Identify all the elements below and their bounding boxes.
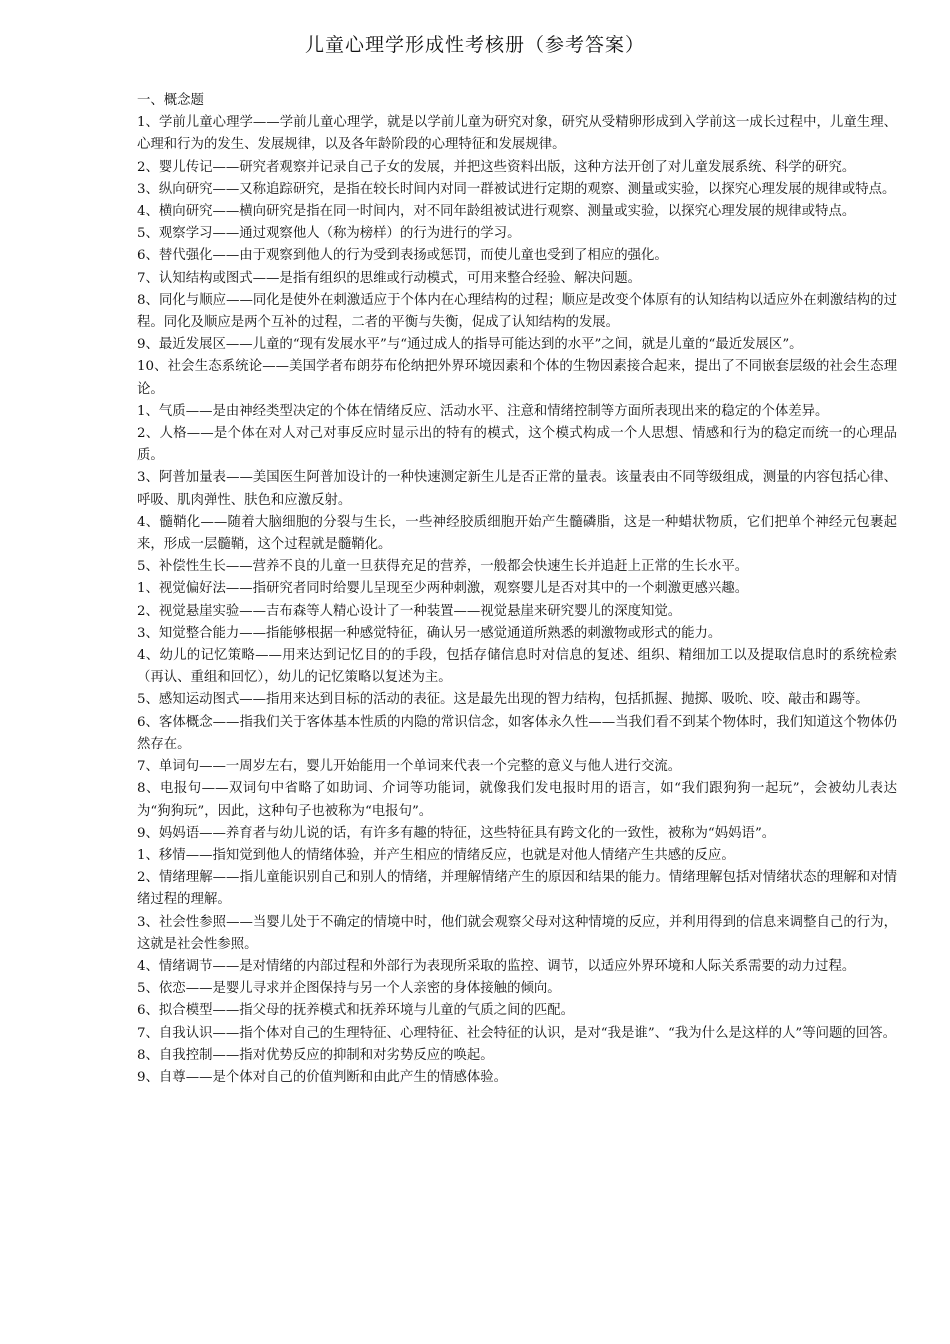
definition-entry: 7、认知结构或图式——是指有组织的思维或行动模式，可用来整合经验、解决问题。 — [137, 270, 641, 286]
definition-entry: 7、单词句——一周岁左右，婴儿开始能用一个单词来代表一个完整的意义与他人进行交流。 — [137, 759, 682, 775]
definition-entry: 6、客体概念——指我们关于客体基本性质的内隐的常识信念，如客体永久性——当我们看不到某个物体时，我们知道这个物体仍然存在。 — [137, 714, 897, 752]
definition-entry: 2、情绪理解——指儿童能识别自己和别人的情绪，并理解情绪产生的原因和结果的能力。情绪理解包括对情绪状态的理解和对情绪过程的理解。 — [137, 870, 897, 908]
definition-entry: 10、社会生态系统论——美国学者布朗芬布伦纳把外界环境因素和个体的生物因素接合起来，提出了不同嵌套层级的社会生态理论。 — [137, 359, 897, 397]
definition-entry: 1、学前儿童心理学——学前儿童心理学，就是以学前儿童为研究对象，研究从受精卵形成到入学前这一成长过程中，儿童生理、心理和行为的发生、发展规律，以及各年龄阶段的心理特征和发展规律。 — [137, 115, 897, 153]
definition-entry: 3、阿普加量表——美国医生阿普加设计的一种快速测定新生儿是否正常的量表。该量表由不同等级组成，测量的内容包括心律、呼吸、肌肉弹性、肤色和应激反射。 — [137, 470, 897, 508]
definition-entry: 6、替代强化——由于观察到他人的行为受到表扬或惩罚，而使儿童也受到了相应的强化。 — [137, 248, 668, 264]
definition-entry: 4、横向研究——横向研究是指在同一时间内，对不同年龄组被试进行观察、测量或实验，以探究心理发展的规律或特点。 — [137, 204, 856, 220]
definition-entry: 5、观察学习——通过观察他人（称为榜样）的行为进行的学习。 — [137, 226, 521, 242]
definition-entry: 8、电报句——双词句中省略了如助词、介词等功能词，就像我们发电报时用的语言，如“我们跟狗狗一起玩”，会被幼儿表达为“狗狗玩”，因此，这种句子也被称为“电报句”。 — [137, 781, 897, 819]
definition-entry: 4、髓鞘化——随着大脑细胞的分裂与生长，一些神经胶质细胞开始产生髓磷脂，这是一种蜡状物质，它们把单个神经元包裹起来，形成一层髓鞘，这个过程就是髓鞘化。 — [137, 514, 897, 553]
definition-entry: 4、幼儿的记忆策略——用来达到记忆目的的手段，包括存储信息时对信息的复述、组织、精细加工以及提取信息时的系统检索（再认、重组和回忆），幼儿的记忆策略以复述为主。 — [137, 648, 897, 686]
definition-entry: 8、自我控制——指对优势反应的抑制和对劣势反应的唤起。 — [137, 1047, 494, 1063]
definition-entry: 2、婴儿传记——研究者观察并记录自己子女的发展，并把这些资料出版，这种方法开创了对儿童发展系统、科学的研究。 — [137, 159, 856, 175]
definition-entry: 9、妈妈语——养育者与幼儿说的话，有许多有趣的特征，这些特征具有跨文化的一致性，被称为“妈妈语”。 — [137, 825, 776, 841]
definition-entry: 5、依恋——是婴儿寻求并企图保持与另一个人亲密的身体接触的倾向。 — [137, 981, 561, 997]
definition-entry: 1、视觉偏好法——指研究者同时给婴儿呈现至少两种刺激，观察婴儿是否对其中的一个刺激更感兴趣。 — [137, 581, 749, 597]
definition-entry: 2、人格——是个体在对人对己对事反应时显示出的特有的模式，这个模式构成一个人思想、情感和行为的稳定而统一的心理品质。 — [137, 426, 897, 464]
definition-entry: 1、移情——指知觉到他人的情绪体验，并产生相应的情绪反应，也就是对他人情绪产生共感的反应。 — [137, 847, 735, 863]
definition-entry: 5、感知运动图式——指用来达到目标的活动的表征。这是最先出现的智力结构，包括抓握、抛掷、吸吮、咬、敲击和踢等。 — [137, 692, 869, 708]
definition-entry: 5、补偿性生长——营养不良的儿童一旦获得充足的营养，一般都会快速生长并追赶上正常的生长水平。 — [137, 559, 749, 575]
document-title: 儿童心理学形成性考核册（参考答案） — [304, 34, 645, 56]
section-heading: 一、概念题 — [137, 93, 204, 108]
definition-entry: 9、自尊——是个体对自己的价值判断和由此产生的情感体验。 — [137, 1069, 508, 1085]
definition-entry: 3、纵向研究——又称追踪研究，是指在较长时间内对同一群被试进行定期的观察、测量或实验，以探究心理发展的规律或特点。 — [137, 181, 896, 197]
definition-entry: 3、社会性参照——当婴儿处于不确定的情境中时，他们就会观察父母对这种情境的反应，并利用得到的信息来调整自己的行为，这就是社会性参照。 — [137, 914, 897, 952]
definition-list — [137, 112, 897, 1089]
definition-entry: 1、气质——是由神经类型决定的个体在情绪反应、活动水平、注意和情绪控制等方面所表现出来的稳定的个体差异。 — [137, 403, 829, 419]
definition-entry: 9、最近发展区——儿童的“现有发展水平”与“通过成人的指导可能达到的水平”之间，就是儿童的“最近发展区”。 — [137, 337, 803, 353]
definition-entry: 7、自我认识——指个体对自己的生理特征、心理特征、社会特征的认识，是对“我是谁”、“我为什么是这样的人”等问题的回答。 — [137, 1025, 896, 1041]
definition-entry: 8、同化与顺应——同化是使外在刺激适应于个体内在心理结构的过程；顺应是改变个体原有的认知结构以适应外在刺激结构的过程。同化及顺应是两个互补的过程，二者的平衡与失衡，促成了认知结构的发展。 — [137, 292, 897, 331]
definition-entry: 3、知觉整合能力——指能够根据一种感觉特征，确认另一感觉通道所熟悉的刺激物或形式的能力。 — [137, 625, 722, 641]
definition-entry: 6、拟合模型——指父母的抚养模式和抚养环境与儿童的气质之间的匹配。 — [137, 1003, 575, 1019]
document-body — [137, 90, 897, 1089]
definition-entry: 2、视觉悬崖实验——吉布森等人精心设计了一种装置——视觉悬崖来研究婴儿的深度知觉。 — [137, 603, 682, 619]
definition-entry: 4、情绪调节——是对情绪的内部过程和外部行为表现所采取的监控、调节，以适应外界环境和人际关系需要的动力过程。 — [137, 958, 856, 974]
